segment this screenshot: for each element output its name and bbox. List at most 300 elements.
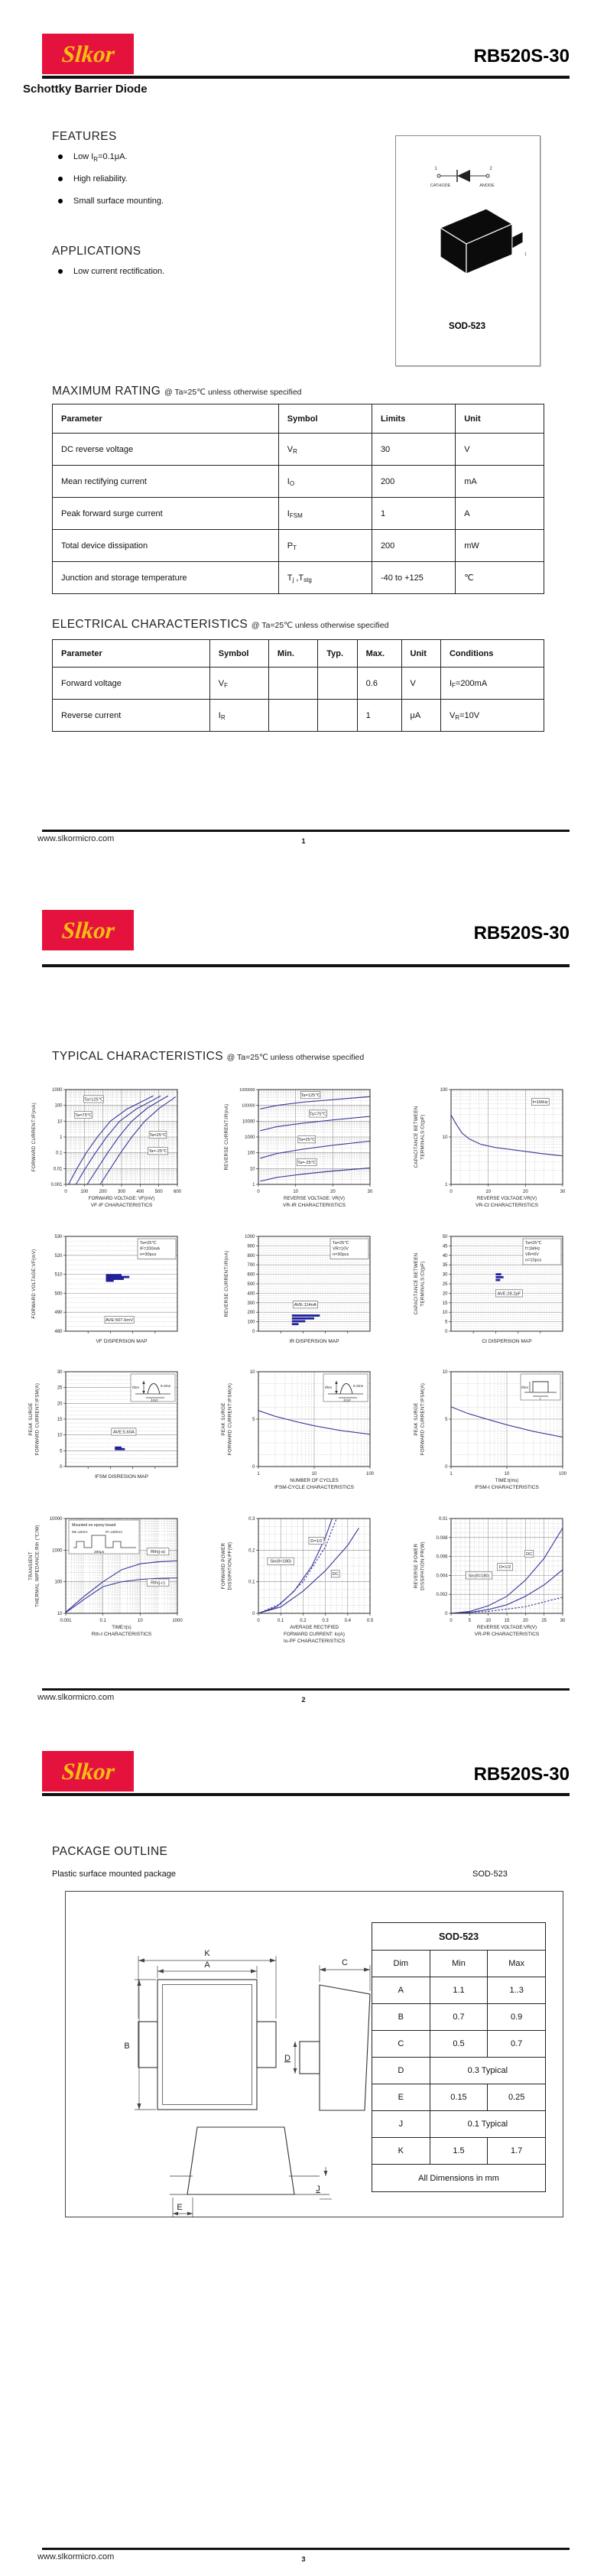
brand-logo bbox=[42, 34, 134, 74]
svg-text:Mounted on epoxy board: Mounted on epoxy board bbox=[72, 1523, 116, 1528]
svg-text:520: 520 bbox=[54, 1253, 63, 1259]
svg-text:IFSM DISRESION MAP: IFSM DISRESION MAP bbox=[95, 1474, 148, 1480]
max-rating-heading bbox=[52, 385, 302, 398]
svg-text:Ta=25℃: Ta=25℃ bbox=[333, 1241, 349, 1246]
svg-text:1: 1 bbox=[257, 1472, 260, 1476]
brand-logo-text: Slkor bbox=[60, 1757, 115, 1785]
bullet-text: Low current rectification. bbox=[73, 267, 165, 276]
svg-text:5: 5 bbox=[445, 1320, 448, 1325]
table-row bbox=[372, 2111, 546, 2138]
svg-text:480: 480 bbox=[54, 1330, 63, 1334]
svg-text:0: 0 bbox=[64, 1190, 67, 1194]
table-cell: $I_F=200mA$ bbox=[440, 668, 544, 700]
svg-text:0.2: 0.2 bbox=[248, 1548, 255, 1554]
column-header: Symbol bbox=[278, 404, 372, 434]
svg-text:Ta=125℃: Ta=125℃ bbox=[300, 1093, 320, 1099]
footer-rule bbox=[42, 2548, 570, 2550]
svg-text:0.006: 0.006 bbox=[436, 1554, 448, 1560]
page-3 bbox=[0, 1717, 607, 2576]
svg-text:5: 5 bbox=[468, 1619, 472, 1623]
dim-B-label: B bbox=[124, 2042, 130, 2051]
svg-text:400: 400 bbox=[247, 1291, 255, 1297]
svg-text:Rth(j-c): Rth(j-c) bbox=[151, 1580, 165, 1586]
table-row bbox=[372, 2165, 546, 2192]
column-header: Min. bbox=[268, 640, 317, 668]
chart-svg-vr-ct bbox=[411, 1082, 592, 1216]
svg-text:300: 300 bbox=[117, 1190, 126, 1194]
table-cell: V bbox=[456, 434, 544, 466]
table-cell: SOD-523 bbox=[372, 1923, 546, 1951]
svg-text:200: 200 bbox=[99, 1190, 107, 1194]
svg-text:100: 100 bbox=[54, 1580, 63, 1585]
table-row bbox=[372, 2031, 546, 2058]
table-row bbox=[53, 466, 544, 498]
part-number-title: RB520S-30 bbox=[473, 46, 570, 67]
svg-text:Ta=-25℃: Ta=-25℃ bbox=[297, 1161, 316, 1166]
table-row bbox=[372, 2004, 546, 2031]
chart-ct-disp bbox=[411, 1229, 604, 1355]
svg-text:900: 900 bbox=[247, 1244, 255, 1249]
svg-text:Ta=75℃: Ta=75℃ bbox=[309, 1112, 326, 1117]
table-cell: -40 to +125 bbox=[372, 562, 455, 594]
svg-text:D=1/2: D=1/2 bbox=[498, 1565, 511, 1571]
svg-text:600: 600 bbox=[173, 1190, 182, 1194]
table-cell: $I_{FSM}$ bbox=[278, 498, 372, 530]
svg-text:30: 30 bbox=[367, 1190, 373, 1194]
table-cell: ℃ bbox=[456, 562, 544, 594]
svg-text:30: 30 bbox=[560, 1190, 566, 1194]
svg-text:600: 600 bbox=[247, 1272, 255, 1278]
table-cell: 0.7 bbox=[430, 2004, 488, 2031]
svg-text:PEAK SURGE: PEAK SURGE bbox=[28, 1402, 34, 1436]
svg-text:CAPACITANCE BETWEEN: CAPACITANCE BETWEEN bbox=[414, 1106, 419, 1168]
svg-text:FORWARD VOLTAGE:VF(mV): FORWARD VOLTAGE:VF(mV) bbox=[31, 1249, 37, 1319]
typical-characteristics-title: TYPICAL CHARACTERISTICS bbox=[52, 1050, 223, 1063]
table-cell: $V_R=10V$ bbox=[440, 700, 544, 732]
svg-text:IFSM-CYCLE CHARACTERISTICS: IFSM-CYCLE CHARACTERISTICS bbox=[274, 1485, 355, 1490]
table-cell: Total device dissipation bbox=[53, 530, 279, 562]
svg-text:FORWARD CURRENT:IFSM(A): FORWARD CURRENT:IFSM(A) bbox=[34, 1382, 41, 1456]
svg-text:Ta=25℃: Ta=25℃ bbox=[140, 1241, 157, 1246]
part-number-title: RB520S-30 bbox=[473, 923, 570, 944]
svg-text:5: 5 bbox=[252, 1418, 255, 1422]
svg-text:0.01: 0.01 bbox=[438, 1517, 448, 1522]
svg-text:30: 30 bbox=[442, 1272, 448, 1278]
elec-char-heading bbox=[52, 618, 388, 632]
table-cell: DC reverse voltage bbox=[53, 434, 279, 466]
svg-text:VF DISPERSION MAP: VF DISPERSION MAP bbox=[96, 1339, 148, 1344]
svg-text:30: 30 bbox=[57, 1370, 63, 1375]
svg-text:200μs: 200μs bbox=[94, 1551, 105, 1554]
chart-vr-pr bbox=[411, 1511, 604, 1655]
table-cell bbox=[318, 668, 357, 700]
svg-text:DISSIPATION:PF(W): DISSIPATION:PF(W) bbox=[227, 1541, 233, 1590]
column-header: Unit bbox=[456, 404, 544, 434]
dim-A-label: A bbox=[204, 1960, 210, 1970]
table-cell: $T_j$ $,T_{stg}$ bbox=[278, 562, 372, 594]
svg-text:FORWARD POWER: FORWARD POWER bbox=[221, 1542, 226, 1590]
brand-logo bbox=[42, 910, 134, 950]
svg-text:15: 15 bbox=[504, 1619, 510, 1623]
table-row bbox=[372, 2084, 546, 2111]
svg-text:AVE:114nA: AVE:114nA bbox=[294, 1303, 316, 1308]
page-subtitle: Schottky Barrier Diode bbox=[23, 83, 148, 96]
column-header: Typ. bbox=[318, 640, 357, 668]
svg-text:0.3: 0.3 bbox=[322, 1619, 329, 1623]
chart-ifsm-cycle bbox=[219, 1364, 411, 1502]
chart-svg-ir-disp bbox=[219, 1229, 399, 1351]
characteristics-chart-grid bbox=[26, 1082, 604, 1655]
features-list bbox=[58, 152, 310, 219]
table-header-row bbox=[53, 404, 544, 434]
column-header: Parameter bbox=[53, 404, 279, 434]
top-view-drawing bbox=[124, 1949, 276, 2110]
chart-vr-ir bbox=[219, 1082, 411, 1220]
svg-text:Ct DISPERSION MAP: Ct DISPERSION MAP bbox=[482, 1339, 532, 1344]
table-cell: μA bbox=[401, 700, 440, 732]
chart-svg-ifsm-t bbox=[411, 1364, 592, 1498]
table-cell: Forward voltage bbox=[53, 668, 210, 700]
svg-text:Ta=75℃: Ta=75℃ bbox=[75, 1113, 93, 1119]
svg-text:REVERSE CURRENT:IR(nA): REVERSE CURRENT:IR(nA) bbox=[224, 1103, 229, 1171]
table-cell: K bbox=[372, 2138, 430, 2165]
svg-text:500: 500 bbox=[154, 1190, 163, 1194]
package-name-label: SOD-523 bbox=[449, 322, 485, 331]
svg-text:50: 50 bbox=[442, 1235, 448, 1239]
svg-text:0: 0 bbox=[252, 1612, 255, 1616]
svg-text:IFSM-t CHARACTERISTICS: IFSM-t CHARACTERISTICS bbox=[475, 1485, 539, 1490]
svg-text:10: 10 bbox=[504, 1472, 510, 1476]
table-row bbox=[372, 1923, 546, 1951]
svg-text:PEAK SURGE: PEAK SURGE bbox=[221, 1402, 226, 1436]
svg-text:530: 530 bbox=[54, 1235, 63, 1239]
svg-text:10: 10 bbox=[57, 1433, 63, 1438]
svg-text:20: 20 bbox=[442, 1291, 448, 1297]
svg-text:Ifsm: Ifsm bbox=[132, 1386, 140, 1390]
svg-text:AVE:507.6mV: AVE:507.6mV bbox=[105, 1318, 134, 1324]
column-header: Max. bbox=[357, 640, 401, 668]
chart-svg-ifsm-disp bbox=[26, 1364, 206, 1486]
svg-text:1000: 1000 bbox=[172, 1619, 183, 1623]
max-rating-title: MAXIMUM RATING bbox=[52, 385, 161, 398]
svg-text:0.001: 0.001 bbox=[60, 1619, 72, 1623]
svg-text:TERMINALS:Ct(pF): TERMINALS:Ct(pF) bbox=[420, 1261, 426, 1307]
table-cell: 0.25 bbox=[488, 2084, 546, 2111]
chart-svg-vr-ir bbox=[219, 1082, 399, 1216]
svg-text:0.5: 0.5 bbox=[366, 1619, 374, 1623]
svg-text:5: 5 bbox=[445, 1418, 448, 1422]
svg-text:25: 25 bbox=[442, 1282, 448, 1287]
table-cell: Junction and storage temperature bbox=[53, 562, 279, 594]
svg-text:0.1: 0.1 bbox=[99, 1619, 106, 1623]
svg-text:5: 5 bbox=[60, 1449, 63, 1454]
svg-text:VR-Ct CHARACTERISTICS: VR-Ct CHARACTERISTICS bbox=[475, 1203, 539, 1208]
footer-rule bbox=[42, 830, 570, 832]
table-cell: A bbox=[372, 1977, 430, 2004]
svg-text:510: 510 bbox=[54, 1272, 63, 1278]
table-row bbox=[372, 1951, 546, 1977]
elec-char-title: ELECTRICAL CHARACTERISTICS bbox=[52, 618, 248, 631]
svg-text:15: 15 bbox=[442, 1301, 448, 1306]
svg-text:REVERSE CURRENT:IR(nA): REVERSE CURRENT:IR(nA) bbox=[224, 1250, 229, 1317]
dim-C-label: C bbox=[342, 1958, 348, 1967]
svg-text:100: 100 bbox=[80, 1190, 89, 1194]
svg-text:0: 0 bbox=[445, 1330, 448, 1334]
svg-text:20: 20 bbox=[522, 1619, 528, 1623]
chart-svg-vf-if bbox=[26, 1082, 206, 1216]
svg-text:TIME:t(s): TIME:t(s) bbox=[112, 1625, 131, 1630]
svg-text:TERMINALS:Ct(pF): TERMINALS:Ct(pF) bbox=[420, 1114, 426, 1160]
svg-text:10: 10 bbox=[293, 1190, 299, 1194]
chart-vr-ct bbox=[411, 1082, 604, 1220]
table-cell: 1.5 bbox=[430, 2138, 488, 2165]
svg-text:AVE:5.60A: AVE:5.60A bbox=[112, 1430, 135, 1435]
package-outline-box bbox=[65, 1891, 563, 2217]
chart-svg-ifsm-cycle bbox=[219, 1364, 399, 1498]
page-number: 1 bbox=[301, 837, 306, 845]
table-cell bbox=[268, 668, 317, 700]
svg-text:REVERSE POWER: REVERSE POWER bbox=[414, 1543, 419, 1589]
svg-text:400: 400 bbox=[136, 1190, 144, 1194]
svg-text:35: 35 bbox=[442, 1263, 448, 1269]
part-number-title: RB520S-30 bbox=[473, 1764, 570, 1785]
svg-text:D=1/2: D=1/2 bbox=[310, 1538, 323, 1544]
svg-text:0.1: 0.1 bbox=[278, 1619, 284, 1623]
table-cell: $V_R$ bbox=[278, 434, 372, 466]
svg-text:10: 10 bbox=[485, 1619, 492, 1623]
svg-text:20: 20 bbox=[522, 1190, 528, 1194]
table-cell: A bbox=[456, 498, 544, 530]
bullet-text: Low $I_R=0.1\mu A$. bbox=[73, 152, 128, 163]
pin1-number: 1 bbox=[434, 167, 437, 171]
table-cell: Max bbox=[488, 1951, 546, 1977]
svg-text:0: 0 bbox=[252, 1330, 255, 1334]
dim-D-label: D bbox=[284, 2054, 291, 2063]
column-header: Conditions bbox=[440, 640, 544, 668]
svg-text:10: 10 bbox=[249, 1167, 255, 1172]
svg-text:TIME:t(ms): TIME:t(ms) bbox=[495, 1478, 519, 1483]
svg-text:25: 25 bbox=[541, 1619, 547, 1623]
table-row bbox=[53, 562, 544, 594]
table-cell: $I_O$ bbox=[278, 466, 372, 498]
svg-text:0: 0 bbox=[257, 1619, 260, 1623]
chart-svg-vr-pr bbox=[411, 1511, 592, 1645]
svg-text:Ta=125℃: Ta=125℃ bbox=[83, 1097, 104, 1103]
features-heading: FEATURES bbox=[52, 130, 117, 143]
svg-text:Rth-t CHARACTERISTICS: Rth-t CHARACTERISTICS bbox=[91, 1632, 152, 1637]
svg-text:1000: 1000 bbox=[245, 1235, 255, 1239]
max-rating-condition: @ Ta=25℃ unless otherwise specified bbox=[164, 388, 302, 397]
bullet-item bbox=[58, 267, 310, 276]
svg-text:FORWARD CURRENT:IFSM(A): FORWARD CURRENT:IFSM(A) bbox=[227, 1382, 233, 1456]
table-cell bbox=[268, 700, 317, 732]
svg-text:1000000: 1000000 bbox=[239, 1088, 255, 1093]
svg-text:1000: 1000 bbox=[52, 1088, 63, 1093]
header-rule bbox=[42, 1793, 570, 1796]
header-rule bbox=[42, 76, 570, 79]
page-2 bbox=[0, 853, 607, 1717]
svg-text:NUMBER OF CYCLES: NUMBER OF CYCLES bbox=[290, 1478, 339, 1483]
typical-characteristics-heading bbox=[52, 1050, 364, 1064]
brand-logo-text: Slkor bbox=[60, 40, 115, 67]
pin2-number: 2 bbox=[489, 167, 492, 171]
chart-vf-disp bbox=[26, 1229, 219, 1355]
table-row bbox=[372, 1977, 546, 2004]
bullet-item bbox=[58, 152, 310, 161]
table-cell: $I_R$ bbox=[209, 700, 268, 732]
svg-text:100: 100 bbox=[54, 1103, 63, 1109]
table-cell: mW bbox=[456, 530, 544, 562]
svg-text:IF=200mA: IF=200mA bbox=[140, 1246, 160, 1252]
svg-text:0.01: 0.01 bbox=[53, 1167, 63, 1172]
table-cell: $V_F$ bbox=[209, 668, 268, 700]
page-number: 2 bbox=[301, 1696, 306, 1704]
chart-ifsm-t bbox=[411, 1364, 604, 1502]
svg-text:VR=10V: VR=10V bbox=[333, 1246, 349, 1252]
table-cell: 1.1 bbox=[430, 1977, 488, 2004]
svg-text:500: 500 bbox=[54, 1291, 63, 1297]
svg-text:REVERSE VOLTAGE:VR(V): REVERSE VOLTAGE:VR(V) bbox=[476, 1196, 537, 1201]
chart-svg-vf-disp bbox=[26, 1229, 206, 1351]
svg-text:VR-IR CHARACTERISTICS: VR-IR CHARACTERISTICS bbox=[282, 1203, 346, 1208]
svg-text:TRANSIENT: TRANSIENT bbox=[28, 1551, 34, 1580]
chart-io-pf bbox=[219, 1511, 411, 1655]
typical-characteristics-condition: @ Ta=25℃ unless otherwise specified bbox=[226, 1053, 365, 1062]
svg-text:Ta=25℃: Ta=25℃ bbox=[149, 1132, 167, 1138]
svg-text:1: 1 bbox=[445, 1183, 448, 1187]
svg-text:IR DISPERSION MAP: IR DISPERSION MAP bbox=[289, 1339, 339, 1344]
package-outline-heading: PACKAGE OUTLINE bbox=[52, 1845, 168, 1858]
bullet-icon bbox=[58, 177, 63, 181]
svg-text:PEAK SURGE: PEAK SURGE bbox=[414, 1402, 419, 1436]
table-cell: 1 bbox=[372, 498, 455, 530]
bullet-text: High reliability. bbox=[73, 174, 128, 184]
table-cell: 0.15 bbox=[430, 2084, 488, 2111]
svg-text:0: 0 bbox=[450, 1619, 453, 1623]
footer-website: www.slkormicro.com bbox=[37, 2552, 115, 2561]
table-header-row bbox=[53, 640, 544, 668]
svg-text:20: 20 bbox=[57, 1402, 63, 1407]
svg-text:1: 1 bbox=[60, 1135, 63, 1140]
svg-text:Sin(θ=180): Sin(θ=180) bbox=[468, 1574, 490, 1579]
table-cell: $P_T$ bbox=[278, 530, 372, 562]
svg-text:Ta=25℃: Ta=25℃ bbox=[525, 1241, 542, 1246]
svg-text:t: t bbox=[540, 1397, 541, 1402]
table-cell: B bbox=[372, 2004, 430, 2031]
package-outline-subtitle: Plastic surface mounted package bbox=[52, 1869, 177, 1879]
svg-text:n=10pcs: n=10pcs bbox=[525, 1258, 542, 1263]
table-cell: 1 bbox=[357, 700, 401, 732]
table-cell: Dim bbox=[372, 1951, 430, 1977]
svg-text:0: 0 bbox=[257, 1190, 260, 1194]
svg-text:10: 10 bbox=[57, 1612, 63, 1616]
svg-text:CAPACITANCE BETWEEN: CAPACITANCE BETWEEN bbox=[414, 1252, 419, 1315]
table-cell: mA bbox=[456, 466, 544, 498]
chart-svg-ct-disp bbox=[411, 1229, 592, 1351]
applications-heading: APPLICATIONS bbox=[52, 245, 141, 258]
svg-text:AVE:28.2pF: AVE:28.2pF bbox=[497, 1291, 521, 1297]
package-diagram bbox=[396, 136, 538, 364]
svg-text:100: 100 bbox=[558, 1472, 567, 1476]
package-3d-image bbox=[440, 209, 523, 274]
svg-text:30: 30 bbox=[560, 1619, 566, 1623]
profile-view-drawing bbox=[170, 2127, 332, 2217]
svg-text:REVERSE VOLTAGE:VR(V): REVERSE VOLTAGE:VR(V) bbox=[476, 1625, 537, 1630]
package-mark-2: 2 bbox=[443, 223, 446, 228]
svg-text:Rth(j-a): Rth(j-a) bbox=[151, 1550, 166, 1555]
svg-text:1cyc: 1cyc bbox=[343, 1398, 351, 1403]
svg-text:10: 10 bbox=[485, 1190, 492, 1194]
svg-text:1: 1 bbox=[450, 1472, 453, 1476]
svg-text:200: 200 bbox=[247, 1311, 255, 1316]
footer-website: www.slkormicro.com bbox=[37, 1693, 115, 1702]
svg-text:0.2: 0.2 bbox=[300, 1619, 307, 1623]
elec-char-table bbox=[52, 639, 544, 732]
svg-text:0: 0 bbox=[450, 1190, 453, 1194]
svg-text:0.001: 0.001 bbox=[50, 1183, 63, 1187]
svg-text:0.1: 0.1 bbox=[56, 1151, 63, 1156]
svg-text:f=1MHz: f=1MHz bbox=[532, 1100, 548, 1105]
svg-text:f=1MHz: f=1MHz bbox=[525, 1246, 540, 1252]
bullet-icon bbox=[58, 269, 63, 274]
chart-svg-rth-t bbox=[26, 1511, 206, 1645]
svg-text:n=30pcs: n=30pcs bbox=[333, 1252, 349, 1257]
dimensions-table bbox=[372, 1922, 546, 2192]
brand-logo-text: Slkor bbox=[60, 916, 115, 944]
table-row bbox=[53, 434, 544, 466]
max-rating-table bbox=[52, 404, 544, 594]
diode-symbol-icon bbox=[437, 170, 489, 182]
svg-text:0: 0 bbox=[445, 1612, 448, 1616]
table-cell: 0.3 Typical bbox=[430, 2058, 545, 2084]
side-view-drawing bbox=[284, 1958, 370, 2110]
svg-text:FORWARD VOLTAGE: VF(mV): FORWARD VOLTAGE: VF(mV) bbox=[88, 1196, 155, 1201]
svg-text:100: 100 bbox=[440, 1088, 448, 1093]
svg-text:n=30pcs: n=30pcs bbox=[140, 1252, 157, 1257]
svg-text:0: 0 bbox=[445, 1465, 448, 1470]
bullet-item bbox=[58, 174, 310, 184]
svg-text:REVERSE VOLTAGE: VR(V): REVERSE VOLTAGE: VR(V) bbox=[284, 1196, 345, 1201]
svg-text:25: 25 bbox=[57, 1385, 63, 1391]
pin1-name: CATHODE bbox=[430, 184, 451, 188]
svg-text:10: 10 bbox=[442, 1370, 448, 1375]
svg-text:VR=0V: VR=0V bbox=[525, 1252, 539, 1257]
svg-text:10: 10 bbox=[311, 1472, 317, 1476]
svg-text:FORWARD CURRENT: Io(A): FORWARD CURRENT: Io(A) bbox=[284, 1632, 345, 1637]
svg-text:FORWARD CURRENT:IF(mA): FORWARD CURRENT:IF(mA) bbox=[31, 1102, 37, 1172]
svg-text:DISSIPATION:PR(W): DISSIPATION:PR(W) bbox=[420, 1541, 426, 1590]
table-cell: Min bbox=[430, 1951, 488, 1977]
chart-vf-if bbox=[26, 1082, 219, 1220]
svg-text:100: 100 bbox=[247, 1320, 255, 1325]
column-header: Symbol bbox=[209, 640, 268, 668]
svg-text:0: 0 bbox=[60, 1465, 63, 1470]
table-cell bbox=[318, 700, 357, 732]
svg-text:IF=100mA: IF=100mA bbox=[105, 1531, 123, 1535]
svg-text:Ifsm: Ifsm bbox=[521, 1386, 529, 1390]
table-cell: All Dimensions in mm bbox=[372, 2165, 546, 2192]
svg-text:0.1: 0.1 bbox=[248, 1580, 255, 1585]
svg-text:FORWARD CURRENT:IFSM(A): FORWARD CURRENT:IFSM(A) bbox=[420, 1382, 426, 1456]
svg-text:10: 10 bbox=[442, 1311, 448, 1316]
svg-text:IM=10mA: IM=10mA bbox=[72, 1531, 88, 1535]
svg-text:100000: 100000 bbox=[242, 1103, 255, 1109]
applications-list bbox=[58, 267, 310, 289]
pin2-name: ANODE bbox=[479, 184, 495, 188]
svg-text:Ifsm: Ifsm bbox=[325, 1386, 333, 1390]
table-cell: 0.6 bbox=[357, 668, 401, 700]
svg-text:0.008: 0.008 bbox=[436, 1535, 448, 1541]
